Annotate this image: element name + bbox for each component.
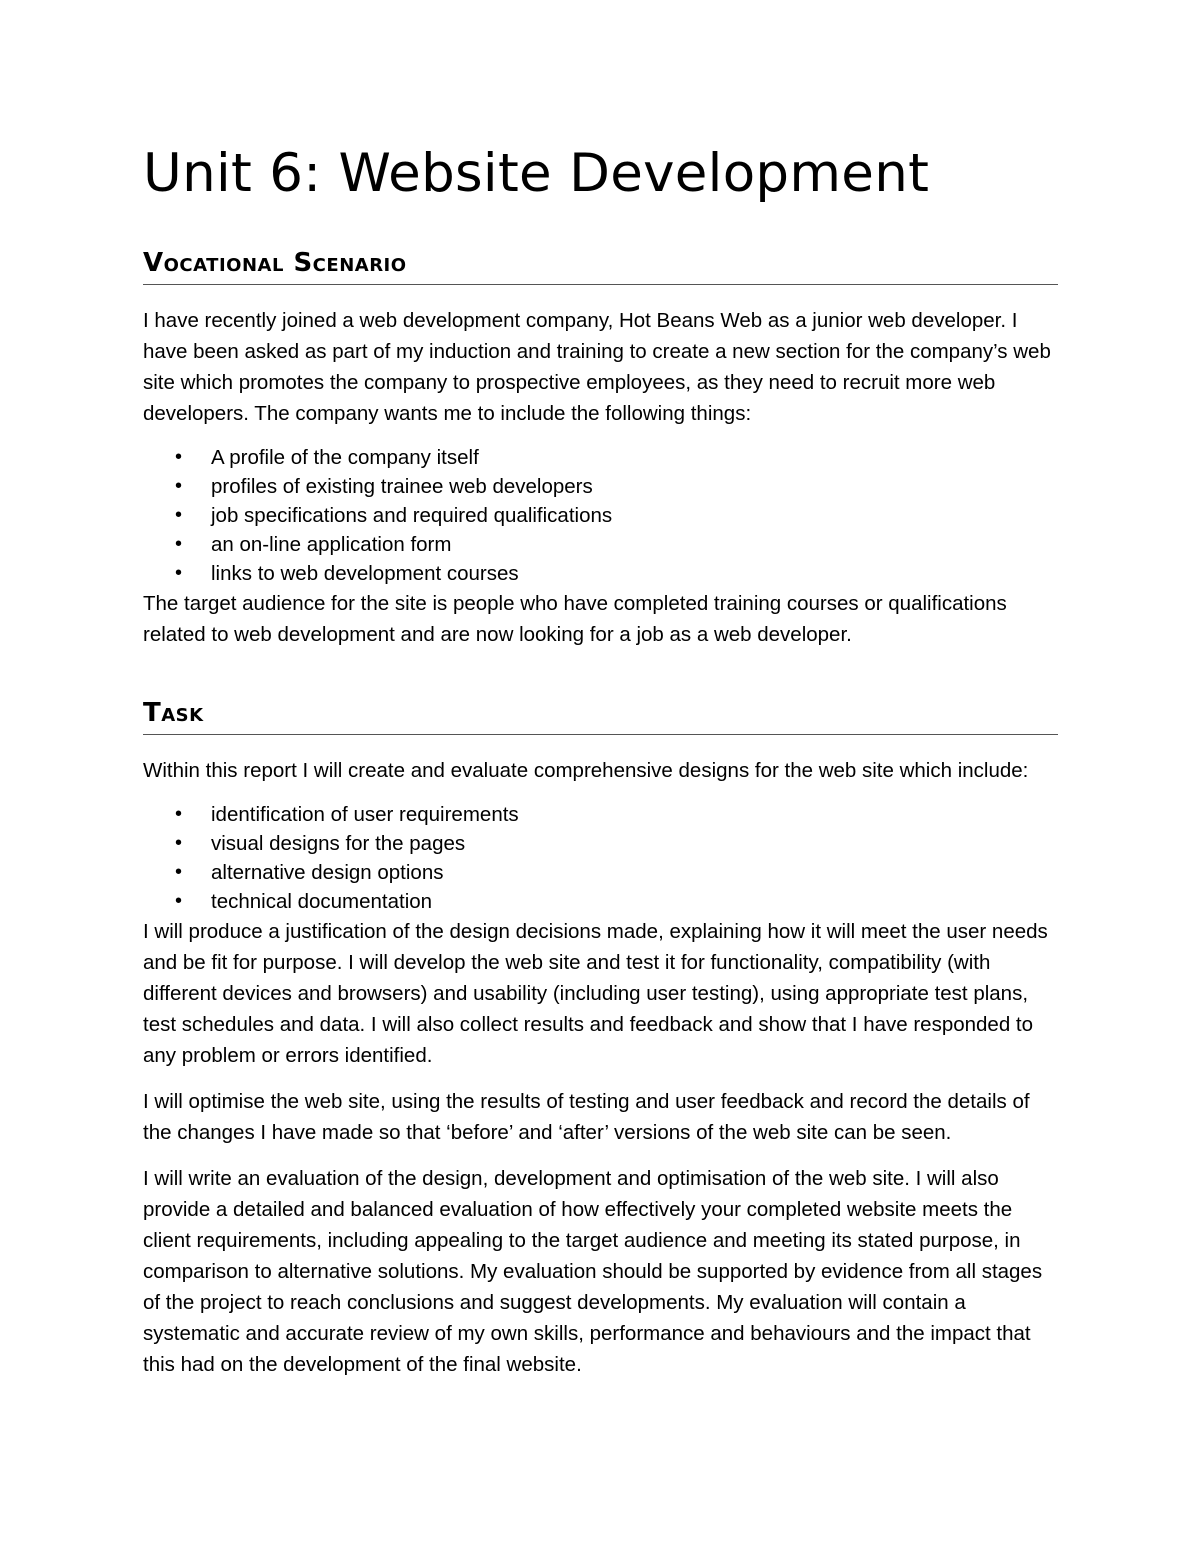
list-item-text: A profile of the company itself: [211, 446, 479, 469]
target-audience-paragraph: The target audience for the site is people who have completed training courses or qualifications related to web development and are now looking for a job as a web developer.: [143, 592, 1007, 646]
list-item: [143, 559, 1058, 588]
list-item-text: alternative design options: [211, 861, 444, 884]
bullet-icon: •: [175, 890, 183, 912]
list-item-text: an on-line application form: [211, 533, 452, 556]
list-item: [143, 530, 1058, 559]
document-page: [143, 140, 1058, 1380]
list-item-text: profiles of existing trainee web developers: [211, 475, 593, 498]
list-item: [143, 443, 1058, 472]
task-design-list: [143, 800, 1058, 916]
list-item-text: technical documentation: [211, 890, 433, 913]
bullet-icon: •: [175, 533, 183, 555]
task-evaluation-paragraph: I will write an evaluation of the design, development and optimisation of the web site. I will also provide a detailed and balanced evaluation of how effectively your completed website meets the client requirements, including appealing to the target audience and meeting its stated purpose, in comparison to alternative solutions. My evaluation should be supported by evidence from all stages of the project to reach conclusions and suggest developments. My evaluation will contain a systematic and accurate review of my own skills, performance and behaviours and the impact that this had on the development of the final website.: [143, 1167, 1043, 1376]
section-heading-vocational-scenario: Vocational Scenario: [143, 246, 1058, 285]
list-item-text: job specifications and required qualifications: [211, 504, 613, 527]
scenario-requirements-list: [143, 443, 1058, 588]
bullet-icon: •: [175, 832, 183, 854]
list-item: [143, 829, 1058, 858]
list-item-text: identification of user requirements: [211, 803, 519, 826]
bullet-icon: •: [175, 803, 183, 825]
list-item-text: visual designs for the pages: [211, 832, 466, 855]
task-optimisation-paragraph: I will optimise the web site, using the results of testing and user feedback and record the details of the changes I have made so that ‘before’ and ‘after’ versions of the web site can be seen.: [143, 1090, 1030, 1144]
task-intro-paragraph: Within this report I will create and evaluate comprehensive designs for the web site which include:: [143, 759, 1029, 782]
bullet-icon: •: [175, 446, 183, 468]
list-item: [143, 472, 1058, 501]
list-item: [143, 501, 1058, 530]
list-item: [143, 887, 1058, 916]
bullet-icon: •: [175, 861, 183, 883]
bullet-icon: •: [175, 562, 183, 584]
bullet-icon: •: [175, 475, 183, 497]
list-item-text: links to web development courses: [211, 562, 519, 585]
list-item: [143, 858, 1058, 887]
section-heading-task: Task: [143, 696, 1058, 735]
task-justification-paragraph: I will produce a justification of the design decisions made, explaining how it will meet the user needs and be fit for purpose. I will develop the web site and test it for functionality, compatibility (with different devices and browsers) and usability (including user testing), using appropriate test plans, test schedules and data. I will also collect results and feedback and show that I have responded to any problem or errors identified.: [143, 920, 1048, 1067]
bullet-icon: •: [175, 504, 183, 526]
scenario-intro-paragraph: I have recently joined a web development company, Hot Beans Web as a junior web developer. I have been asked as part of my induction and training to create a new section for the company’s web site which promotes the company to prospective employees, as they need to recruit more web developers. The company wants me to include the following things:: [143, 309, 1051, 425]
document-title: Unit 6: Website Development: [143, 143, 930, 204]
list-item: [143, 800, 1058, 829]
